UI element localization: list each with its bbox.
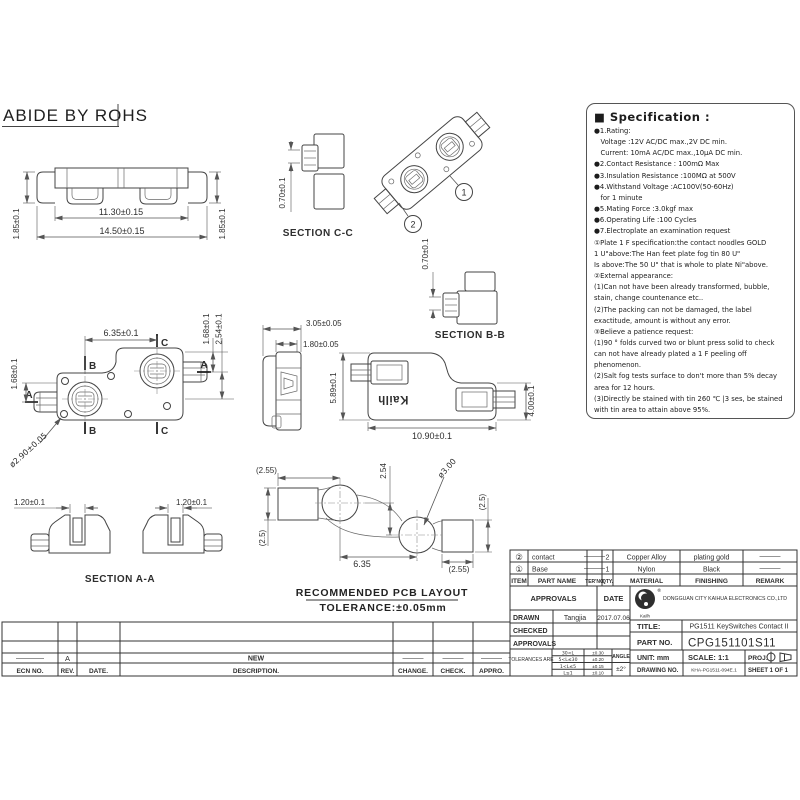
rev-col-change: CHANGE. [398, 668, 428, 675]
tol-val-1: ±0.20 [592, 657, 604, 663]
rev-col-ecn: ECN NO. [16, 668, 44, 675]
balloon-1: 1 [461, 187, 467, 198]
col-item: ITEM [511, 578, 527, 585]
title-label: TITLE: [637, 622, 661, 631]
section-aa-view [14, 498, 222, 585]
back-dim-height: 5.89±0.1 [329, 372, 338, 404]
col-material: MATERIAL [629, 578, 664, 585]
front-dim-inner: 11.30±0.15 [98, 207, 144, 217]
drawing-no-label: DRAWING NO. [637, 668, 679, 674]
tol-range-2: 1<L≤5 [559, 664, 577, 670]
rev-col-date: DATE. [88, 668, 109, 675]
approvals-header: APPROVALS [530, 594, 577, 603]
col-remark: REMARK [755, 578, 785, 585]
balloon-2: 2 [410, 219, 416, 230]
part-terno-2: ——— [584, 553, 605, 561]
cut-letter-c-bottom: C [161, 426, 169, 437]
top-dim-left: 1.68±0.1 [10, 358, 19, 390]
front-dim-left: 1.85±0.1 [12, 208, 21, 240]
part-material-1: Nylon [637, 566, 656, 574]
rev-row-check: ——— [442, 655, 464, 662]
spec-line: ●1.Rating: [594, 127, 631, 135]
top-dim-right-2: 2.54±0.1 [214, 313, 224, 345]
drawn-date: 2017.07.06 [597, 615, 630, 622]
pcb-dim-right-side: (2.5) [478, 493, 487, 511]
spec-line: ●3.Insulation Resistance :100MΩ at 500V [594, 171, 736, 180]
tol-val-3: ±0.10 [592, 670, 604, 676]
part-no-value: CPG151101S11 [688, 637, 777, 650]
top-dim-hole: ø2.90±0.05 [7, 430, 49, 470]
pcb-dim-pad-right: (2.55) [448, 565, 470, 574]
cut-letter-a-right: A [200, 360, 208, 371]
part-name-2: contact [532, 554, 555, 562]
top-view [8, 313, 234, 469]
pcb-dim-pad-left: (2.55) [256, 466, 277, 475]
back-dim-width: 10.90±0.1 [412, 431, 452, 441]
pcb-dim-vertical: 2.54 [379, 463, 388, 479]
side-dim-depth: 3.05±0.05 [306, 319, 342, 328]
col-qty: QTY. [601, 579, 614, 585]
spec-line: (3)Directly be stained with tin 260 ℃ |3 ses, be stained [594, 394, 783, 403]
part-item-2: ② [515, 553, 523, 563]
spec-line: (2)The packing can not be damaged, the label [594, 305, 752, 314]
part-material-2: Copper Alloy [626, 554, 667, 562]
rohs-text: ABIDE BY ROHS [3, 106, 148, 125]
drawn-by: Tangjia [563, 615, 587, 622]
spec-line: for 1 minute [594, 193, 643, 202]
front-dim-right: 1.85±0.1 [218, 208, 227, 240]
approved-label: APPROVALS [513, 641, 557, 648]
rev-row-change: ——— [402, 655, 424, 662]
spec-line: Voltage :12V AC/DC max.,2V DC min. [594, 138, 727, 147]
rohs-banner [2, 104, 148, 127]
side-dim-inner: 1.80±0.05 [303, 340, 339, 349]
rev-col-appro: APPRO. [479, 668, 504, 675]
cut-letter-a-left: A [25, 390, 33, 401]
col-part-name: PART NAME [537, 578, 577, 585]
spec-line: ●6.Operating Life :100 Cycles [594, 216, 697, 225]
spec-line: exactitude, amount is without any error. [594, 316, 731, 325]
specification-box [586, 103, 795, 419]
scale-label: SCALE: 1:1 [688, 653, 729, 662]
cut-letter-b-top: B [89, 361, 97, 372]
part-remark-1: ——— [759, 565, 781, 573]
spec-line: ●2.Contact Resistance : 100mΩ Max [594, 160, 720, 169]
col-finishing: FINISHING [695, 578, 728, 585]
spec-line: Current: 10mA AC/DC max.,10μA DC min. [594, 149, 743, 158]
angle-label: ANGLE [612, 654, 630, 660]
cut-letter-b-bottom: B [89, 426, 97, 437]
logo-kailh-text: Kailh [639, 613, 651, 619]
spec-line: can not have already plated a 1 F peeling off [594, 350, 747, 359]
kailh-logo-text: Kailh [377, 393, 409, 405]
kailh-company-logo [635, 587, 662, 619]
pcb-tolerance-note: TOLERANCE:±0.05mm [319, 602, 447, 614]
top-dim-pitch: 6.35±0.1 [103, 328, 139, 338]
spec-line: stain, change countenance etc.. [594, 294, 704, 303]
section-bb-label: SECTION B-B [434, 330, 506, 341]
part-no-label: PART NO. [637, 638, 673, 647]
top-dim-right-1: 1.68±0.1 [202, 313, 211, 345]
spec-line: ●4.Withstand Voltage :AC100V(50-60Hz) [594, 182, 734, 191]
spec-line: Is above:The 50 U" that is whole to plate Ni"above. [594, 260, 768, 269]
part-finishing-2: plating gold [693, 554, 730, 562]
pcb-dim-pitch: 6.35 [353, 559, 371, 569]
tol-val-0: ±0.30 [592, 650, 604, 656]
section-bb-dim: 0.70±0.1 [421, 238, 430, 270]
tol-val-2: ±0.15 [592, 663, 604, 669]
specification-title: ■ Specification : [594, 110, 711, 124]
back-view [329, 353, 536, 441]
spec-line: ③Believe a patience request: [594, 327, 694, 336]
rev-col-description: DESCRIPTION. [232, 668, 280, 675]
spec-line: ●7.Electroplate an examination request [594, 227, 731, 236]
section-aa-label: SECTION A-A [84, 574, 156, 585]
section-cc-dim: 0.70±0.1 [278, 177, 287, 209]
isometric-view [367, 104, 497, 233]
section-aa-dim-right: 1.20±0.1 [176, 498, 208, 507]
spec-line: (2)Salt fog tests surface to don't more than 5% decay [594, 372, 778, 381]
part-remark-2: ——— [759, 553, 781, 561]
spec-line: (1)90 ° folds curved two or blunt press solid to check [594, 338, 775, 347]
checked-label: CHECKED [513, 628, 548, 635]
title-value: PG1511 KeySwitches Contact II [689, 623, 789, 631]
unit-label: UNIT: mm [637, 655, 670, 662]
part-qty-2: 2 [605, 554, 610, 562]
third-angle-projection-icon [767, 652, 791, 663]
spec-line: phenomenon. [594, 361, 642, 370]
rev-row-ecn: ———— [16, 655, 44, 662]
spec-line: area for 12 hours. [594, 383, 655, 392]
rev-row-description: NEW [247, 655, 265, 663]
rev-col-rev: REV. [60, 669, 75, 675]
logo-registered-mark: ® [657, 589, 662, 594]
sheet-label: SHEET 1 OF 1 [748, 668, 789, 674]
tolerances-label: TOLERANCES ARE [508, 657, 554, 663]
part-qty-1: 1 [605, 566, 610, 574]
spec-line: 1 U"above:The Han feet plate fog tin 80 U" [594, 249, 741, 258]
section-cc-view [278, 134, 353, 239]
part-item-1: ① [515, 565, 523, 575]
spec-line: ●5.Mating Force :3.0kgf max [594, 205, 694, 214]
pcb-dim-left-side: (2.5) [258, 529, 267, 547]
angle-value: ±2° [616, 666, 626, 673]
section-aa-dim-left: 1.20±0.1 [14, 498, 46, 507]
revision-table [2, 622, 510, 676]
part-finishing-1: Black [702, 566, 721, 574]
tol-range-0: 30<L [561, 651, 575, 657]
spec-line: with tin area to attain above 95%. [594, 405, 711, 414]
drawing-no-value: KHA-PG1511-094E.1 [691, 668, 737, 674]
pcb-dim-hole: ø3.00 [436, 456, 459, 480]
spec-line: (1)Can not have been already transformed, bubble, [594, 283, 770, 292]
proj-label: PROJ: [748, 655, 768, 662]
spec-line: ①Plate 1 F specification:the contact noodles GOLD [594, 238, 767, 247]
rev-col-check: CHECK. [440, 668, 466, 675]
back-dim-right: 4.00±0.1 [527, 385, 536, 417]
cut-letter-c-top: C [161, 338, 169, 349]
pcb-layout-view [256, 457, 492, 614]
date-header: DATE [603, 594, 624, 603]
tol-range-1: 5<L≤30 [558, 658, 578, 664]
drawn-label: DRAWN [513, 615, 540, 622]
section-bb-view [421, 238, 505, 341]
front-view [12, 168, 227, 240]
tol-range-3: L≤1 [563, 671, 573, 677]
company-name: DONGGUAN CITY KAIHUA ELECTRONICS CO.,LTD [663, 596, 788, 602]
title-block [508, 550, 797, 677]
pcb-layout-title: RECOMMENDED PCB LAYOUT [295, 587, 469, 599]
specification-lines [594, 126, 794, 416]
spec-line: ②External appearance: [594, 272, 674, 281]
rev-row-rev: A [64, 654, 71, 663]
part-name-1: Base [532, 566, 548, 574]
part-terno-1: ——— [584, 565, 605, 573]
rev-row-appro: ——— [481, 655, 502, 662]
front-dim-outer: 14.50±0.15 [99, 226, 145, 236]
col-terno: TER'NO [585, 579, 604, 585]
section-cc-label: SECTION C-C [282, 228, 354, 239]
